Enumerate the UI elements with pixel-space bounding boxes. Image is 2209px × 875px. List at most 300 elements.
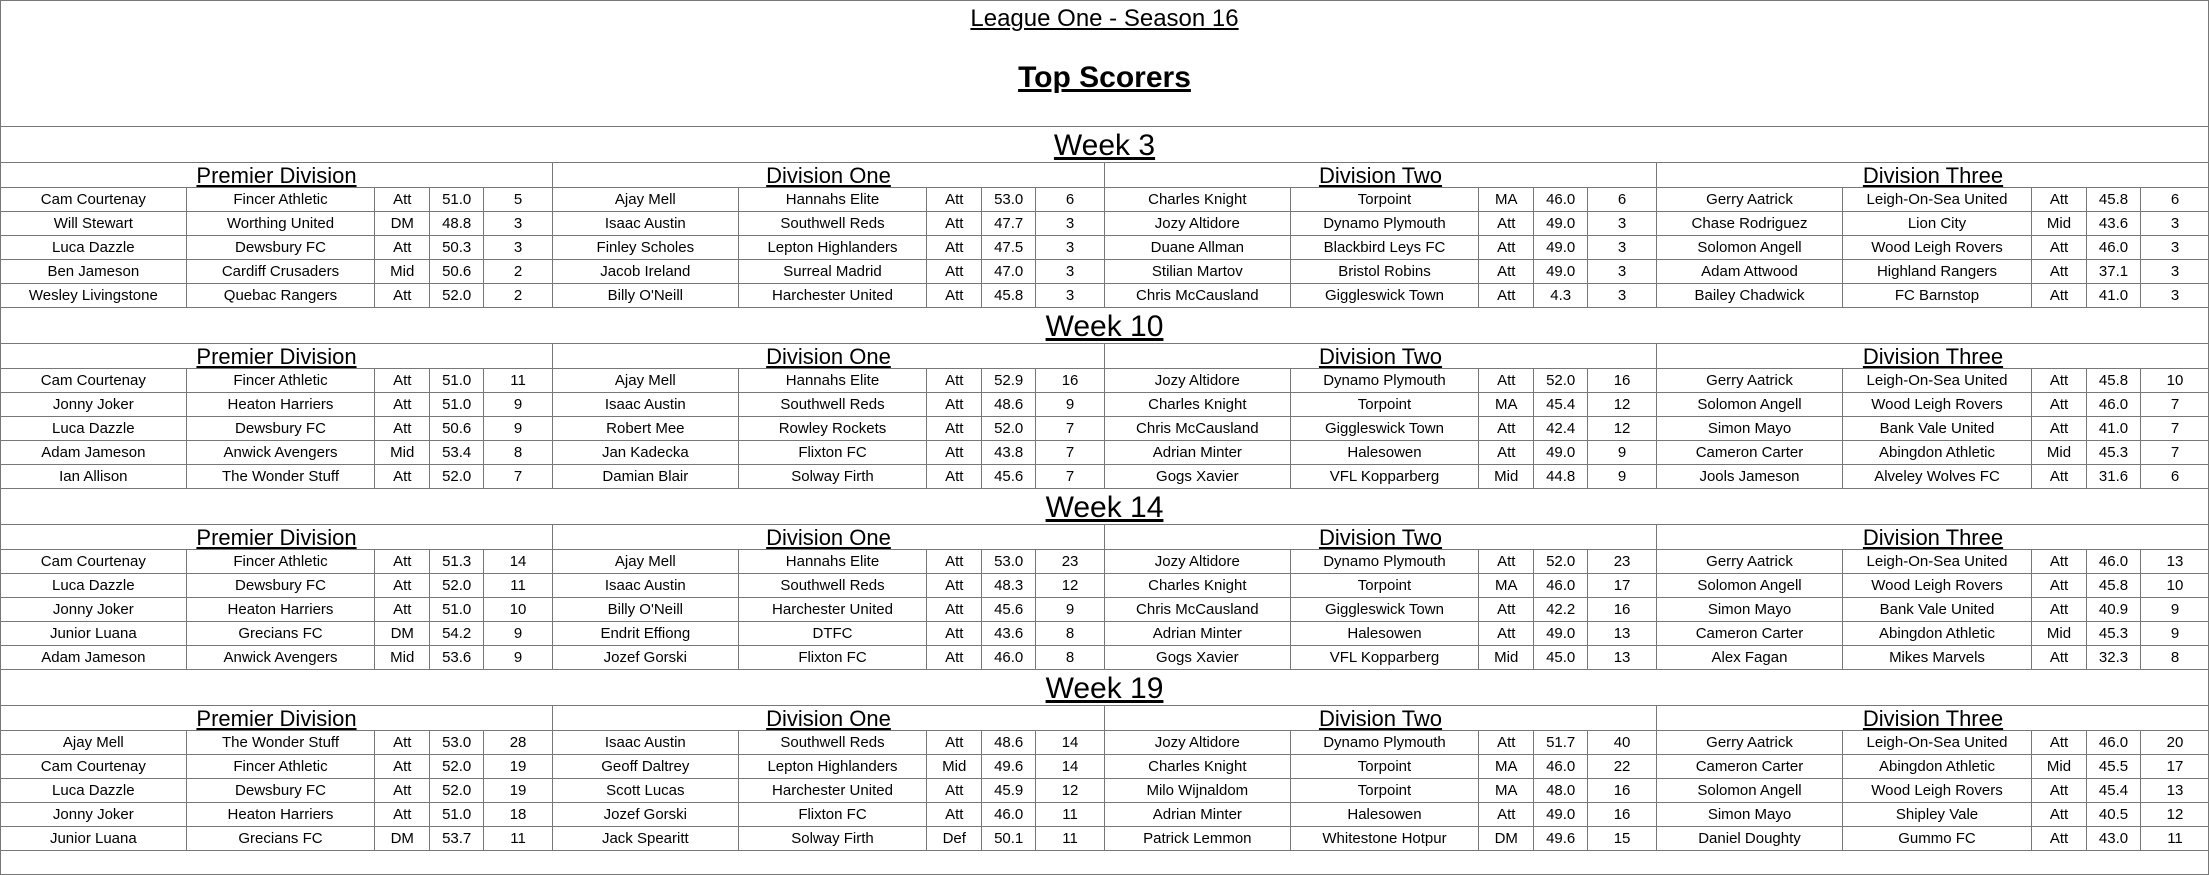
player-name-cell[interactable]: Isaac Austin [553, 574, 739, 597]
goals-cell[interactable]: 3 [2170, 239, 2180, 256]
position-cell[interactable]: Mid [375, 646, 430, 669]
rating-cell[interactable]: 53.6 [430, 646, 484, 669]
player-name-cell[interactable]: Jan Kadecka [553, 441, 739, 464]
rating-cell[interactable]: 49.0 [1534, 441, 1588, 464]
player-name-cell[interactable]: Charles Knight [1105, 574, 1291, 597]
club-name-cell[interactable]: Solway Firth [739, 827, 928, 850]
goals-cell[interactable]: 8 [513, 444, 523, 461]
club-name-cell[interactable]: VFL Kopparberg [1291, 646, 1480, 669]
club-name-cell[interactable]: Torpoint [1291, 755, 1480, 778]
player-name-cell[interactable]: Simon Mayo [1657, 803, 1843, 826]
goals-cell[interactable]: 10 [2166, 372, 2184, 389]
player-name-cell[interactable]: Patrick Lemmon [1105, 827, 1291, 850]
goals-cell[interactable]: 17 [1613, 577, 1631, 594]
player-name-cell[interactable]: Jacob Ireland [553, 260, 739, 283]
player-name-cell[interactable]: Simon Mayo [1657, 417, 1843, 440]
player-name-cell[interactable]: Jozy Altidore [1105, 550, 1291, 573]
player-name-cell[interactable]: Endrit Effiong [553, 622, 739, 645]
player-name-cell[interactable]: Ajay Mell [553, 550, 739, 573]
player-name-cell[interactable]: Isaac Austin [553, 212, 739, 235]
rating-cell[interactable]: 46.0 [982, 803, 1036, 826]
position-cell[interactable]: Att [927, 779, 982, 802]
rating-cell[interactable]: 51.0 [430, 393, 484, 416]
position-cell[interactable]: Att [2032, 598, 2087, 621]
position-cell[interactable]: Att [1479, 550, 1534, 573]
club-name-cell[interactable]: Bank Vale United [1843, 417, 2032, 440]
goals-cell[interactable]: 19 [509, 758, 527, 775]
goals-cell[interactable]: 12 [1613, 396, 1631, 413]
club-name-cell[interactable]: Abingdon Athletic [1843, 441, 2032, 464]
club-name-cell[interactable]: Leigh-On-Sea United [1843, 369, 2032, 392]
position-cell[interactable]: Mid [1479, 465, 1534, 488]
goals-cell[interactable]: 12 [1061, 577, 1079, 594]
club-name-cell[interactable]: Dewsbury FC [187, 417, 376, 440]
player-name-cell[interactable]: Cameron Carter [1657, 755, 1843, 778]
player-name-cell[interactable]: Adrian Minter [1105, 803, 1291, 826]
player-name-cell[interactable]: Jozef Gorski [553, 803, 739, 826]
goals-cell[interactable]: 3 [1617, 239, 1627, 256]
club-name-cell[interactable]: DTFC [739, 622, 928, 645]
player-name-cell[interactable]: Cam Courtenay [1, 188, 187, 211]
club-name-cell[interactable]: Lion City [1843, 212, 2032, 235]
position-cell[interactable]: Mid [2032, 622, 2087, 645]
rating-cell[interactable]: 50.6 [430, 260, 484, 283]
club-name-cell[interactable]: Highland Rangers [1843, 260, 2032, 283]
club-name-cell[interactable]: Fincer Athletic [187, 188, 376, 211]
player-name-cell[interactable]: Luca Dazzle [1, 574, 187, 597]
club-name-cell[interactable]: Torpoint [1291, 574, 1480, 597]
goals-cell[interactable]: 40 [1613, 734, 1631, 751]
club-name-cell[interactable]: Heaton Harriers [187, 803, 376, 826]
rating-cell[interactable]: 53.0 [982, 188, 1036, 211]
club-name-cell[interactable]: Worthing United [187, 212, 376, 235]
player-name-cell[interactable]: Adam Jameson [1, 646, 187, 669]
player-name-cell[interactable]: Billy O'Neill [553, 598, 739, 621]
goals-cell[interactable]: 18 [509, 806, 527, 823]
position-cell[interactable]: Att [1479, 260, 1534, 283]
goals-cell[interactable]: 8 [1065, 625, 1075, 642]
rating-cell[interactable]: 54.2 [430, 622, 484, 645]
goals-cell[interactable]: 22 [1613, 758, 1631, 775]
position-cell[interactable]: Att [927, 369, 982, 392]
rating-cell[interactable]: 45.3 [2087, 441, 2141, 464]
goals-cell[interactable]: 7 [2170, 444, 2180, 461]
position-cell[interactable]: Def [927, 827, 982, 850]
rating-cell[interactable]: 45.4 [2087, 779, 2141, 802]
player-name-cell[interactable]: Alex Fagan [1657, 646, 1843, 669]
goals-cell[interactable]: 7 [2170, 396, 2180, 413]
rating-cell[interactable]: 46.0 [1534, 574, 1588, 597]
rating-cell[interactable]: 43.6 [2087, 212, 2141, 235]
goals-cell[interactable]: 3 [513, 215, 523, 232]
position-cell[interactable]: Att [1479, 236, 1534, 259]
player-name-cell[interactable]: Cameron Carter [1657, 622, 1843, 645]
player-name-cell[interactable]: Adam Attwood [1657, 260, 1843, 283]
player-name-cell[interactable]: Gerry Aatrick [1657, 550, 1843, 573]
player-name-cell[interactable]: Chris McCausland [1105, 417, 1291, 440]
position-cell[interactable]: Att [927, 441, 982, 464]
rating-cell[interactable]: 48.8 [430, 212, 484, 235]
player-name-cell[interactable]: Cameron Carter [1657, 441, 1843, 464]
player-name-cell[interactable]: Robert Mee [553, 417, 739, 440]
club-name-cell[interactable]: Whitestone Hotpur [1291, 827, 1480, 850]
position-cell[interactable]: Att [927, 622, 982, 645]
goals-cell[interactable]: 28 [509, 734, 527, 751]
club-name-cell[interactable]: Gummo FC [1843, 827, 2032, 850]
position-cell[interactable]: DM [375, 212, 430, 235]
position-cell[interactable]: MA [1479, 755, 1534, 778]
club-name-cell[interactable]: Halesowen [1291, 803, 1480, 826]
position-cell[interactable]: Att [927, 574, 982, 597]
player-name-cell[interactable]: Adrian Minter [1105, 441, 1291, 464]
rating-cell[interactable]: 52.0 [430, 284, 484, 307]
position-cell[interactable]: Att [2032, 550, 2087, 573]
position-cell[interactable]: Att [1479, 369, 1534, 392]
position-cell[interactable]: Att [2032, 417, 2087, 440]
club-name-cell[interactable]: Grecians FC [187, 622, 376, 645]
position-cell[interactable]: MA [1479, 574, 1534, 597]
club-name-cell[interactable]: Southwell Reds [739, 393, 928, 416]
club-name-cell[interactable]: Rowley Rockets [739, 417, 928, 440]
goals-cell[interactable]: 3 [1065, 263, 1075, 280]
club-name-cell[interactable]: Halesowen [1291, 441, 1480, 464]
player-name-cell[interactable]: Bailey Chadwick [1657, 284, 1843, 307]
rating-cell[interactable]: 48.3 [982, 574, 1036, 597]
player-name-cell[interactable]: Solomon Angell [1657, 779, 1843, 802]
club-name-cell[interactable]: Torpoint [1291, 779, 1480, 802]
player-name-cell[interactable]: Chris McCausland [1105, 598, 1291, 621]
position-cell[interactable]: Mid [2032, 441, 2087, 464]
goals-cell[interactable]: 16 [1613, 806, 1631, 823]
club-name-cell[interactable]: Lepton Highlanders [739, 236, 928, 259]
player-name-cell[interactable]: Finley Scholes [553, 236, 739, 259]
position-cell[interactable]: Mid [375, 441, 430, 464]
player-name-cell[interactable]: Jonny Joker [1, 393, 187, 416]
goals-cell[interactable]: 7 [1065, 468, 1075, 485]
club-name-cell[interactable]: Anwick Avengers [187, 441, 376, 464]
rating-cell[interactable]: 45.6 [982, 465, 1036, 488]
rating-cell[interactable]: 53.4 [430, 441, 484, 464]
player-name-cell[interactable]: Ian Allison [1, 465, 187, 488]
club-name-cell[interactable]: The Wonder Stuff [187, 731, 376, 754]
position-cell[interactable]: Mid [1479, 646, 1534, 669]
position-cell[interactable]: Att [927, 260, 982, 283]
goals-cell[interactable]: 9 [2170, 601, 2180, 618]
position-cell[interactable]: Att [927, 393, 982, 416]
position-cell[interactable]: Att [927, 212, 982, 235]
goals-cell[interactable]: 9 [1065, 396, 1075, 413]
player-name-cell[interactable]: Isaac Austin [553, 731, 739, 754]
club-name-cell[interactable]: Shipley Vale [1843, 803, 2032, 826]
club-name-cell[interactable]: Southwell Reds [739, 574, 928, 597]
club-name-cell[interactable]: Dynamo Plymouth [1291, 731, 1480, 754]
rating-cell[interactable]: 31.6 [2087, 465, 2141, 488]
player-name-cell[interactable]: Solomon Angell [1657, 574, 1843, 597]
position-cell[interactable]: Att [1479, 731, 1534, 754]
rating-cell[interactable]: 53.0 [430, 731, 484, 754]
club-name-cell[interactable]: Bristol Robins [1291, 260, 1480, 283]
position-cell[interactable]: DM [375, 827, 430, 850]
rating-cell[interactable]: 40.5 [2087, 803, 2141, 826]
position-cell[interactable]: Att [927, 284, 982, 307]
rating-cell[interactable]: 52.0 [430, 755, 484, 778]
rating-cell[interactable]: 45.6 [982, 598, 1036, 621]
club-name-cell[interactable]: Abingdon Athletic [1843, 755, 2032, 778]
rating-cell[interactable]: 49.0 [1534, 212, 1588, 235]
goals-cell[interactable]: 3 [1065, 239, 1075, 256]
position-cell[interactable]: Att [375, 236, 430, 259]
player-name-cell[interactable]: Ajay Mell [553, 369, 739, 392]
club-name-cell[interactable]: Flixton FC [739, 646, 928, 669]
position-cell[interactable]: Att [927, 417, 982, 440]
rating-cell[interactable]: 46.0 [1534, 188, 1588, 211]
rating-cell[interactable]: 45.8 [2087, 574, 2141, 597]
position-cell[interactable]: Att [2032, 369, 2087, 392]
position-cell[interactable]: MA [1479, 188, 1534, 211]
goals-cell[interactable]: 7 [2170, 420, 2180, 437]
goals-cell[interactable]: 7 [513, 468, 523, 485]
player-name-cell[interactable]: Luca Dazzle [1, 779, 187, 802]
player-name-cell[interactable]: Jonny Joker [1, 803, 187, 826]
goals-cell[interactable]: 9 [1617, 468, 1627, 485]
club-name-cell[interactable]: Leigh-On-Sea United [1843, 188, 2032, 211]
position-cell[interactable]: Att [927, 236, 982, 259]
goals-cell[interactable]: 3 [1065, 287, 1075, 304]
player-name-cell[interactable]: Gerry Aatrick [1657, 188, 1843, 211]
club-name-cell[interactable]: Wood Leigh Rovers [1843, 236, 2032, 259]
position-cell[interactable]: DM [1479, 827, 1534, 850]
player-name-cell[interactable]: Adrian Minter [1105, 622, 1291, 645]
rating-cell[interactable]: 42.2 [1534, 598, 1588, 621]
player-name-cell[interactable]: Luca Dazzle [1, 236, 187, 259]
player-name-cell[interactable]: Billy O'Neill [553, 284, 739, 307]
position-cell[interactable]: Att [1479, 441, 1534, 464]
player-name-cell[interactable]: Jools Jameson [1657, 465, 1843, 488]
goals-cell[interactable]: 16 [1613, 601, 1631, 618]
position-cell[interactable]: Att [2032, 188, 2087, 211]
rating-cell[interactable]: 49.0 [1534, 236, 1588, 259]
rating-cell[interactable]: 45.5 [2087, 755, 2141, 778]
rating-cell[interactable]: 46.0 [2087, 393, 2141, 416]
player-name-cell[interactable]: Cam Courtenay [1, 550, 187, 573]
position-cell[interactable]: Att [2032, 393, 2087, 416]
position-cell[interactable]: Att [375, 731, 430, 754]
club-name-cell[interactable]: Blackbird Leys FC [1291, 236, 1480, 259]
position-cell[interactable]: Att [2032, 827, 2087, 850]
club-name-cell[interactable]: Leigh-On-Sea United [1843, 550, 2032, 573]
player-name-cell[interactable]: Gogs Xavier [1105, 646, 1291, 669]
goals-cell[interactable]: 8 [2170, 649, 2180, 666]
position-cell[interactable]: Mid [927, 755, 982, 778]
position-cell[interactable]: Att [375, 284, 430, 307]
rating-cell[interactable]: 40.9 [2087, 598, 2141, 621]
goals-cell[interactable]: 3 [1617, 263, 1627, 280]
player-name-cell[interactable]: Stilian Martov [1105, 260, 1291, 283]
goals-cell[interactable]: 13 [2166, 782, 2184, 799]
player-name-cell[interactable]: Charles Knight [1105, 188, 1291, 211]
goals-cell[interactable]: 6 [2170, 191, 2180, 208]
position-cell[interactable]: Att [2032, 731, 2087, 754]
goals-cell[interactable]: 11 [510, 830, 526, 847]
rating-cell[interactable]: 46.0 [2087, 550, 2141, 573]
rating-cell[interactable]: 45.4 [1534, 393, 1588, 416]
club-name-cell[interactable]: Fincer Athletic [187, 755, 376, 778]
rating-cell[interactable]: 44.8 [1534, 465, 1588, 488]
player-name-cell[interactable]: Duane Allman [1105, 236, 1291, 259]
player-name-cell[interactable]: Cam Courtenay [1, 369, 187, 392]
goals-cell[interactable]: 13 [1613, 649, 1631, 666]
goals-cell[interactable]: 6 [1617, 191, 1627, 208]
rating-cell[interactable]: 45.8 [2087, 188, 2141, 211]
club-name-cell[interactable]: Dewsbury FC [187, 236, 376, 259]
goals-cell[interactable]: 9 [513, 649, 523, 666]
club-name-cell[interactable]: Heaton Harriers [187, 598, 376, 621]
rating-cell[interactable]: 49.6 [982, 755, 1036, 778]
rating-cell[interactable]: 45.8 [2087, 369, 2141, 392]
player-name-cell[interactable]: Jozy Altidore [1105, 212, 1291, 235]
rating-cell[interactable]: 51.0 [430, 598, 484, 621]
goals-cell[interactable]: 3 [2170, 263, 2180, 280]
player-name-cell[interactable]: Chris McCausland [1105, 284, 1291, 307]
position-cell[interactable]: Mid [2032, 212, 2087, 235]
club-name-cell[interactable]: Quebac Rangers [187, 284, 376, 307]
club-name-cell[interactable]: Southwell Reds [739, 731, 928, 754]
rating-cell[interactable]: 52.0 [982, 417, 1036, 440]
goals-cell[interactable]: 3 [1617, 215, 1627, 232]
goals-cell[interactable]: 17 [2166, 758, 2184, 775]
goals-cell[interactable]: 12 [1061, 782, 1079, 799]
club-name-cell[interactable]: Leigh-On-Sea United [1843, 731, 2032, 754]
goals-cell[interactable]: 3 [513, 239, 523, 256]
position-cell[interactable]: Att [2032, 803, 2087, 826]
club-name-cell[interactable]: Halesowen [1291, 622, 1480, 645]
club-name-cell[interactable]: Harchester United [739, 779, 928, 802]
club-name-cell[interactable]: Torpoint [1291, 393, 1480, 416]
rating-cell[interactable]: 41.0 [2087, 417, 2141, 440]
position-cell[interactable]: Att [375, 598, 430, 621]
player-name-cell[interactable]: Ajay Mell [1, 731, 187, 754]
goals-cell[interactable]: 11 [510, 577, 526, 594]
goals-cell[interactable]: 14 [1061, 758, 1079, 775]
position-cell[interactable]: Mid [375, 260, 430, 283]
club-name-cell[interactable]: Southwell Reds [739, 212, 928, 235]
rating-cell[interactable]: 52.0 [1534, 369, 1588, 392]
player-name-cell[interactable]: Charles Knight [1105, 393, 1291, 416]
player-name-cell[interactable]: Isaac Austin [553, 393, 739, 416]
goals-cell[interactable]: 15 [1613, 830, 1631, 847]
goals-cell[interactable]: 16 [1613, 782, 1631, 799]
rating-cell[interactable]: 46.0 [2087, 236, 2141, 259]
club-name-cell[interactable]: Harchester United [739, 284, 928, 307]
player-name-cell[interactable]: Geoff Daltrey [553, 755, 739, 778]
club-name-cell[interactable]: Giggleswick Town [1291, 284, 1480, 307]
player-name-cell[interactable]: Solomon Angell [1657, 393, 1843, 416]
rating-cell[interactable]: 43.0 [2087, 827, 2141, 850]
player-name-cell[interactable]: Ajay Mell [553, 188, 739, 211]
rating-cell[interactable]: 50.1 [982, 827, 1036, 850]
goals-cell[interactable]: 8 [1065, 649, 1075, 666]
club-name-cell[interactable]: Harchester United [739, 598, 928, 621]
club-name-cell[interactable]: Hannahs Elite [739, 188, 928, 211]
club-name-cell[interactable]: Fincer Athletic [187, 550, 376, 573]
club-name-cell[interactable]: Dynamo Plymouth [1291, 550, 1480, 573]
club-name-cell[interactable]: Torpoint [1291, 188, 1480, 211]
position-cell[interactable]: Att [375, 188, 430, 211]
goals-cell[interactable]: 11 [1062, 830, 1078, 847]
position-cell[interactable]: Att [2032, 465, 2087, 488]
rating-cell[interactable]: 49.0 [1534, 260, 1588, 283]
club-name-cell[interactable]: Abingdon Athletic [1843, 622, 2032, 645]
club-name-cell[interactable]: Giggleswick Town [1291, 598, 1480, 621]
goals-cell[interactable]: 14 [1061, 734, 1079, 751]
goals-cell[interactable]: 3 [2170, 287, 2180, 304]
goals-cell[interactable]: 7 [1065, 444, 1075, 461]
goals-cell[interactable]: 7 [1065, 420, 1075, 437]
goals-cell[interactable]: 16 [1613, 372, 1631, 389]
rating-cell[interactable]: 53.0 [982, 550, 1036, 573]
position-cell[interactable]: MA [1479, 779, 1534, 802]
rating-cell[interactable]: 42.4 [1534, 417, 1588, 440]
goals-cell[interactable]: 11 [1062, 806, 1078, 823]
position-cell[interactable]: Att [375, 550, 430, 573]
rating-cell[interactable]: 52.0 [430, 779, 484, 802]
goals-cell[interactable]: 9 [1617, 444, 1627, 461]
goals-cell[interactable]: 20 [2166, 734, 2184, 751]
position-cell[interactable]: Att [375, 393, 430, 416]
goals-cell[interactable]: 9 [513, 420, 523, 437]
position-cell[interactable]: Att [927, 188, 982, 211]
player-name-cell[interactable]: Will Stewart [1, 212, 187, 235]
position-cell[interactable]: Att [375, 803, 430, 826]
position-cell[interactable]: MA [1479, 393, 1534, 416]
goals-cell[interactable]: 6 [2170, 468, 2180, 485]
goals-cell[interactable]: 9 [513, 625, 523, 642]
position-cell[interactable]: Att [927, 465, 982, 488]
rating-cell[interactable]: 49.0 [1534, 622, 1588, 645]
club-name-cell[interactable]: Wood Leigh Rovers [1843, 574, 2032, 597]
player-name-cell[interactable]: Junior Luana [1, 827, 187, 850]
position-cell[interactable]: Att [1479, 803, 1534, 826]
position-cell[interactable]: Att [1479, 284, 1534, 307]
position-cell[interactable]: Att [927, 550, 982, 573]
goals-cell[interactable]: 9 [513, 396, 523, 413]
position-cell[interactable]: Att [375, 417, 430, 440]
rating-cell[interactable]: 52.0 [430, 465, 484, 488]
rating-cell[interactable]: 52.0 [430, 574, 484, 597]
rating-cell[interactable]: 43.6 [982, 622, 1036, 645]
rating-cell[interactable]: 41.0 [2087, 284, 2141, 307]
goals-cell[interactable]: 11 [510, 372, 526, 389]
position-cell[interactable]: Att [2032, 260, 2087, 283]
goals-cell[interactable]: 13 [1613, 625, 1631, 642]
goals-cell[interactable]: 12 [1613, 420, 1631, 437]
player-name-cell[interactable]: Ben Jameson [1, 260, 187, 283]
position-cell[interactable]: Att [927, 646, 982, 669]
rating-cell[interactable]: 45.3 [2087, 622, 2141, 645]
rating-cell[interactable]: 47.5 [982, 236, 1036, 259]
goals-cell[interactable]: 3 [1065, 215, 1075, 232]
goals-cell[interactable]: 11 [2167, 830, 2183, 847]
club-name-cell[interactable]: Grecians FC [187, 827, 376, 850]
player-name-cell[interactable]: Chase Rodriguez [1657, 212, 1843, 235]
position-cell[interactable]: Att [375, 465, 430, 488]
position-cell[interactable]: Att [375, 369, 430, 392]
rating-cell[interactable]: 50.3 [430, 236, 484, 259]
goals-cell[interactable]: 13 [2166, 553, 2184, 570]
goals-cell[interactable]: 23 [1061, 553, 1079, 570]
club-name-cell[interactable]: Dewsbury FC [187, 779, 376, 802]
club-name-cell[interactable]: Flixton FC [739, 441, 928, 464]
